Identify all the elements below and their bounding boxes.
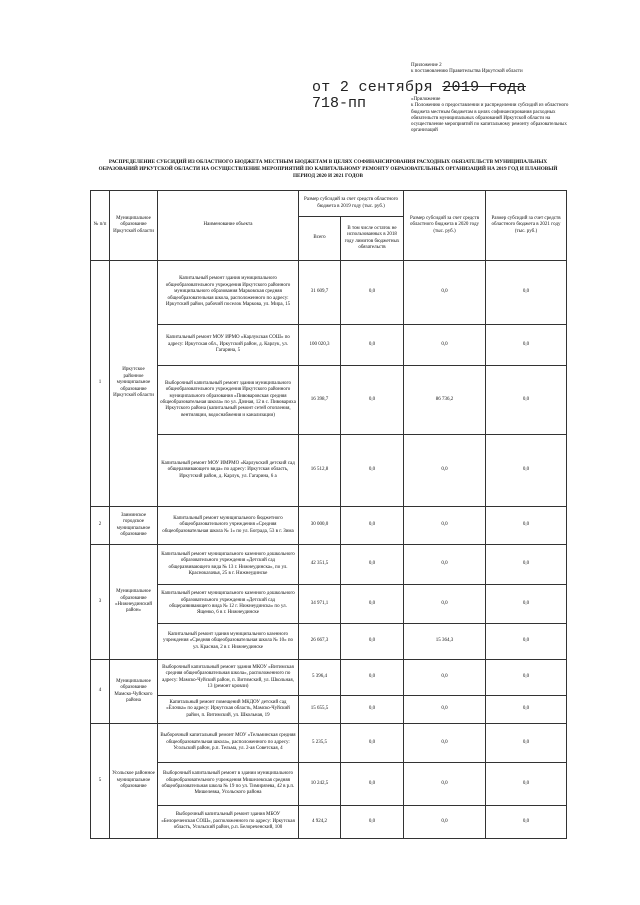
row-2020: 0,0 xyxy=(404,585,486,624)
row-total: 30 000,0 xyxy=(299,507,341,545)
row-object: Капитальный ремонт здания муниципального казенного учреждения «Средняя общеобразовательная школа № 10» по ул. Красная, 2 в г. Нижнеудинске xyxy=(158,624,299,660)
row-num: 3 xyxy=(91,545,110,660)
annex-label: «Приложение xyxy=(411,97,441,102)
row-object: Капитальный ремонт муниципального бюджетного общеобразовательного учреждения «Средняя общеобразовательная школа № 1» по ул. Бограда, 53 в г. Зима xyxy=(158,507,299,545)
row-incl: 0,0 xyxy=(341,507,404,545)
row-2020: 0,0 xyxy=(404,806,486,839)
row-num: 1 xyxy=(91,261,110,507)
row-2021: 0,0 xyxy=(486,435,567,507)
stamp-date xyxy=(312,80,526,96)
row-object: Выборочный капитальный ремонт здания МКОУ «Витимская средняя общеобразовательная школа», расположенного по адресу: Мамско-Чуйский район, п. Витимский, ул. Школьная, 13 (ремонт кровли) xyxy=(158,660,299,696)
table-row xyxy=(91,660,567,696)
header-mo: Муниципальное образование Иркутской области xyxy=(110,191,158,261)
row-2020: 0,0 xyxy=(404,435,486,507)
row-2021: 0,0 xyxy=(486,724,567,763)
row-incl: 0,0 xyxy=(341,435,404,507)
row-incl: 0,0 xyxy=(341,325,404,366)
row-total: 10 242,5 xyxy=(299,763,341,806)
row-object: Капитальный ремонт здания муниципального общеобразовательного учреждения Иркутского районного муниципального образования Марковская средняя общеобразовательная школа, расположенного по адресу: Иркутский район, рабочий поселок Маркова, ул. Мира, 15 xyxy=(158,261,299,325)
table-row xyxy=(91,585,567,624)
row-2020: 0,0 xyxy=(404,724,486,763)
row-2021: 0,0 xyxy=(486,366,567,435)
row-incl: 0,0 xyxy=(341,696,404,724)
row-2020: 0,0 xyxy=(404,507,486,545)
row-total: 42 351,5 xyxy=(299,545,341,585)
row-object: Капитальный ремонт МОУ ИРМО «Карлукская СОШ» по адресу: Иркутская обл., Иркутский район, д. Карлук, ул. Гагарина, 5 xyxy=(158,325,299,366)
header-2019: Размер субсидий за счет средств областного бюджета в 2019 году (тыс. руб.) xyxy=(299,191,404,217)
distribution-table xyxy=(90,190,567,839)
table-row xyxy=(91,261,567,325)
row-incl: 0,0 xyxy=(341,545,404,585)
row-incl: 0,0 xyxy=(341,366,404,435)
row-object: Капитальный ремонт МОУ ИМРМО «Карлукский детский сад общеразвивающего вида» по адресу: Иркутская область, Иркутский район, д. Карлук, ул. Гагарина, 6 а xyxy=(158,435,299,507)
table-row xyxy=(91,325,567,366)
table-row xyxy=(91,624,567,660)
appendix-title: Приложение 2 xyxy=(411,63,442,68)
stamp-date-text: от 2 сентября xyxy=(312,79,433,96)
row-2020: 0,0 xyxy=(404,261,486,325)
row-incl: 0,0 xyxy=(341,660,404,696)
row-incl: 0,0 xyxy=(341,261,404,325)
header-num: № п/п xyxy=(91,191,110,261)
header-total: Всего xyxy=(299,217,341,261)
row-2021: 0,0 xyxy=(486,806,567,839)
row-mo: Муниципальное образование Мамско-Чуйского района xyxy=(110,660,158,724)
row-total: 4 924,2 xyxy=(299,806,341,839)
row-object: Выборочный капитальный ремонт здания МБОУ «Белореченская СОШ», расположенного по адресу: Иркутская область, Усольский район, р.п. Белореченский, 100 xyxy=(158,806,299,839)
row-total: 26 667,3 xyxy=(299,624,341,660)
row-2020: 0,0 xyxy=(404,325,486,366)
row-mo: Заиминское городское муниципальное образование xyxy=(110,507,158,545)
row-2021: 0,0 xyxy=(486,325,567,366)
row-incl: 0,0 xyxy=(341,806,404,839)
appendix-header xyxy=(411,63,571,76)
row-total: 16 512,8 xyxy=(299,435,341,507)
appendix-ref: к постановлению Правительства Иркутской области xyxy=(411,69,523,75)
row-object: Выборочный капитальный ремонт здания муниципального общеобразовательного учреждения Иркутского районного муниципального образования «Пивоваровская средняя общеобразовательная школа» по ул. Дачная, 12 в с. Пивовариха Иркутского района (капитальный ремонт сетей отопления, вентиляции, водоснабжения и канализации) xyxy=(158,366,299,435)
row-object: Капитальный ремонт помещений МКДОУ детский сад «Ёлочка» по адресу: Иркутская область, Мамско-Чуйский район, п. Витимский, ул. Школьная, 19 xyxy=(158,696,299,724)
row-2021: 0,0 xyxy=(486,507,567,545)
row-total: 15 655,5 xyxy=(299,696,341,724)
row-mo: Иркутское районное муниципальное образование Иркутской области xyxy=(110,261,158,507)
row-total: 5 235,5 xyxy=(299,724,341,763)
header-incl: В том числе остаток не использованных в 2018 году лимитов бюджетных обязательств xyxy=(341,217,404,261)
row-2020: 0,0 xyxy=(404,763,486,806)
row-object: Выборочный капитальный ремонт в здании муниципального общеобразовательного учреждения Мишелевская средняя общеобразовательная школа № 19 по ул. Тимирязева, 42 в р.п. Мишелевка, Усольского района xyxy=(158,763,299,806)
row-incl: 0,0 xyxy=(341,763,404,806)
annex-text: к Положению о предоставлении и распределении субсидий из областного бюджета местным бюджетам в целях софинансирования расходных обязательств муниципальных образований Иркутской области на осуществление мероприятий по капитальному ремонту образовательных организаций xyxy=(411,103,569,134)
row-2021: 0,0 xyxy=(486,545,567,585)
row-2021: 0,0 xyxy=(486,696,567,724)
row-total: 31 609,7 xyxy=(299,261,341,325)
table-row xyxy=(91,435,567,507)
stamp-number: 718-пп xyxy=(312,95,367,112)
row-object: Капитальный ремонт муниципального казенного дошкольного образовательного учреждения «Детский сад общеразвивающего вида № 12 г. Нижнеудинска» по ул. Ященко, 6 в г. Нижнеудинске xyxy=(158,585,299,624)
table-row xyxy=(91,366,567,435)
row-mo: Муниципальное образование «Нижнеудинский район» xyxy=(110,545,158,660)
row-total: 100 020,3 xyxy=(299,325,341,366)
row-2021: 0,0 xyxy=(486,624,567,660)
stamp-date-year: 2019 года xyxy=(442,79,526,96)
document-title: РАСПРЕДЕЛЕНИЕ СУБСИДИЙ ИЗ ОБЛАСТНОГО БЮДЖЕТА МЕСТНЫМ БЮДЖЕТАМ В ЦЕЛЯХ СОФИНАНСИРОВАНИЯ РАСХОДНЫХ ОБЯЗАТЕЛЬСТВ МУНИЦИПАЛЬНЫХ ОБРАЗОВАНИЙ ИРКУТСКОЙ ОБЛАСТИ НА ОСУЩЕСТВЛЕНИЕ МЕРОПРИЯТИЙ ПО КАПИТАЛЬНОМУ РЕМОНТУ ОБРАЗОВАТЕЛЬНЫХ ОРГАНИЗАЦИЙ НА 2019 ГОД И ПЛАНОВЫЙ ПЕРИОД 2020 И 2021 ГОДОВ xyxy=(98,159,558,179)
row-2021: 0,0 xyxy=(486,261,567,325)
row-num: 4 xyxy=(91,660,110,724)
row-2020: 0,0 xyxy=(404,660,486,696)
row-total: 16 398,7 xyxy=(299,366,341,435)
row-mo: Усольское районное муниципальное образование xyxy=(110,724,158,839)
row-incl: 0,0 xyxy=(341,585,404,624)
table-row xyxy=(91,507,567,545)
table-row xyxy=(91,696,567,724)
row-2021: 0,0 xyxy=(486,585,567,624)
row-object: Выборочный капитальный ремонт МОУ «Тельминская средняя общеобразовательная школа», расположенного по адресу: Усольский район, р.п. Тельма, ул. 2-ая Советская, 4 xyxy=(158,724,299,763)
row-2020: 0,0 xyxy=(404,545,486,585)
row-2020: 0,0 xyxy=(404,696,486,724)
table-row xyxy=(91,806,567,839)
row-2020: 86 736,2 xyxy=(404,366,486,435)
table-row xyxy=(91,763,567,806)
annex-block xyxy=(411,97,571,135)
row-2020: 15 364,3 xyxy=(404,624,486,660)
header-object: Наименование объекта xyxy=(158,191,299,261)
table-row xyxy=(91,724,567,763)
header-2021: Размер субсидий за счет средств областного бюджета в 2021 году (тыс. руб.) xyxy=(486,191,567,261)
row-num: 5 xyxy=(91,724,110,839)
header-2020: Размер субсидий за счет средств областного бюджета в 2020 году (тыс. руб.) xyxy=(404,191,486,261)
row-2021: 0,0 xyxy=(486,763,567,806)
row-num: 2 xyxy=(91,507,110,545)
row-2021: 0,0 xyxy=(486,660,567,696)
row-total: 5 396,4 xyxy=(299,660,341,696)
row-incl: 0,0 xyxy=(341,624,404,660)
row-incl: 0,0 xyxy=(341,724,404,763)
table-row xyxy=(91,545,567,585)
row-total: 34 971,1 xyxy=(299,585,341,624)
row-object: Капитальный ремонт муниципального казенного дошкольного образовательного учреждения «Детский сад общеразвивающего вида № 13 г. Нижнеудинска», по ул. Красноказачья, 25 в г. Нижнеудинске xyxy=(158,545,299,585)
